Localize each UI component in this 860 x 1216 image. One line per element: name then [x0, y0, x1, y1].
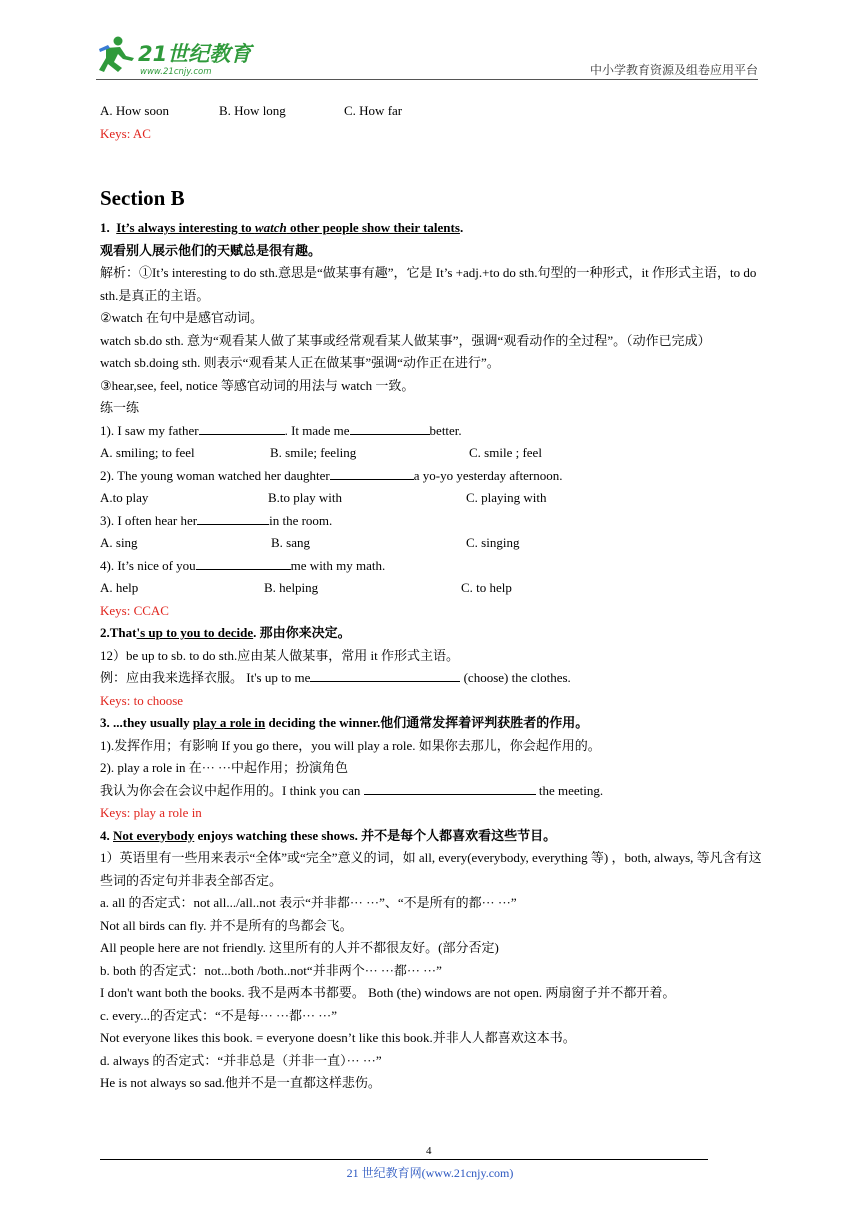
point-1-note-4: watch sb.doing sth. 则表示“观看某人正在做某事”强调“动作正在进行”。: [100, 355, 500, 370]
point-4-line-10: He is not always so sad.他并不是一直都这样悲伤。: [100, 1075, 381, 1090]
point-3-example: 我认为你会在会议中起作用的。I think you can the meeting.: [100, 782, 604, 798]
point-1-note-2: ②watch 在句中是感官动词。: [100, 310, 263, 325]
page-number: 4: [426, 1145, 432, 1157]
option-a: A. How soon: [100, 103, 169, 118]
point-4-line-8: Not everyone likes this book. = everyone doesn’t like this book.并非人人都喜欢这本书。: [100, 1030, 576, 1045]
question-4-options: A. help B. helping C. to help: [100, 580, 512, 595]
footer-divider: [100, 1159, 708, 1160]
question-3-options: A. sing B. sang C. singing: [100, 535, 520, 550]
question-1: 1). I saw my father . It made me better.: [100, 422, 462, 438]
option-c: C. How far: [344, 103, 403, 118]
point-4-line-2: a. all 的否定式：not all.../all..not 表示“并非都··· ···”、“不是所有的都··· ···”: [100, 895, 517, 910]
top-options: [100, 100, 762, 123]
logo-21cnjy: [96, 34, 266, 78]
point-1-note-3: watch sb.do sth. 意为“观看某人做了某事或经常观看某人做某事”，强调“观看动作的全过程”。（动作已完成）: [100, 332, 711, 348]
point-4-line-6: I don't want both the books. 我不是两本书都要。 Both (the) windows are not open. 两扇窗子并不都开着。: [100, 985, 676, 1000]
point-1-title: 1. It’s always interesting to watch other people show their talents.: [100, 220, 464, 235]
platform-name: 中小学教育资源及组卷应用平台: [589, 63, 758, 77]
option-b: B. How long: [219, 103, 286, 118]
point-1-analysis: 解析：①It’s interesting to do sth.意思是“做某事有趣”，它是 It’s +adj.+to do sth.句型的一种形式，it 作形式主语，to do sth.是真正的主语。: [100, 265, 757, 303]
running-figure-icon: [99, 37, 134, 73]
question-1-options: A. smiling; to feel B. smile; feeling C. smile ; feel: [100, 445, 542, 460]
question-2-options: A.to play B.to play with C. playing with: [100, 490, 547, 505]
answer-blank: [364, 781, 536, 795]
point-4-line-1: 1）英语里有一些用来表示“全体”或“完全”意义的词，如 all, every(everybody, everything 等) ，both, always, 等凡含有这些词的否定句并非表全部否定。: [100, 850, 762, 888]
question-2: 2). The young woman watched her daughter a yo-yo yesterday afternoon.: [100, 467, 563, 483]
point-1-translation: 观看别人展示他们的天赋总是很有趣。: [100, 242, 322, 258]
point-4-line-9: d. always 的否定式：“并非总是（并非一直）··· ···”: [100, 1052, 382, 1068]
svg-text:21世纪教育: 21世纪教育: [138, 42, 252, 66]
document-body: [100, 100, 762, 1095]
page-header: [96, 34, 758, 80]
answer-blank: [197, 511, 269, 525]
point-2-line-1: 12）be up to sb. to do sth.应由某人做某事，常用 it 作形式主语。: [100, 647, 459, 663]
point-3-line-1: 1).发挥作用；有影响 If you go there，you will play a role. 如果你去那儿，你会起作用的。: [100, 737, 601, 753]
point-4-title: 4. Not everybody enjoys watching these shows. 并不是每个人都喜欢看这些节目。: [100, 827, 557, 843]
svg-text:www.21cnjy.com: www.21cnjy.com: [140, 67, 212, 77]
point-1-note-5: ③hear,see, feel, notice 等感官动词的用法与 watch 一致。: [100, 377, 415, 393]
answer-keys: Keys: AC: [100, 125, 151, 141]
point-2-example: 例：应由我来选择衣服。 It's up to me (choose) the clothes.: [100, 670, 571, 685]
point-4-line-7: c. every...的否定式：“不是每··· ···都··· ···”: [100, 1007, 338, 1023]
section-title: Section B: [100, 186, 185, 210]
question-4: 4). It’s nice of you me with my math.: [100, 557, 386, 573]
answer-blank: [196, 556, 291, 570]
answer-keys: Keys: to choose: [100, 692, 184, 708]
answer-keys: Keys: CCAC: [100, 602, 169, 618]
point-3-title: 3. ...they usually play a role in deciding the winner.他们通常发挥着评判获胜者的作用。: [100, 715, 589, 730]
point-4-line-3: Not all birds can fly. 并不是所有的鸟都会飞。: [100, 917, 353, 933]
point-4-line-5: b. both 的否定式：not...both /both..not“并非两个··· ···都··· ···”: [100, 962, 442, 978]
answer-blank: [350, 421, 430, 435]
point-3-line-2: 2). play a role in 在··· ···中起作用；扮演角色: [100, 760, 349, 775]
point-4-line-4: All people here are not friendly. 这里所有的人并不都很友好。(部分否定): [100, 940, 499, 955]
answer-blank: [310, 668, 460, 682]
answer-blank: [330, 466, 414, 480]
practice-label: 练一练: [100, 400, 140, 415]
question-3: 3). I often hear her in the room.: [100, 512, 333, 528]
header-divider: [96, 79, 758, 80]
answer-blank: [199, 421, 285, 435]
footer-site: 21 世纪教育网(www.21cnjy.com): [346, 1166, 514, 1180]
answer-keys: Keys: play a role in: [100, 805, 202, 820]
point-2-title: 2.That's up to you to decide. 那由你来决定。: [100, 625, 351, 640]
